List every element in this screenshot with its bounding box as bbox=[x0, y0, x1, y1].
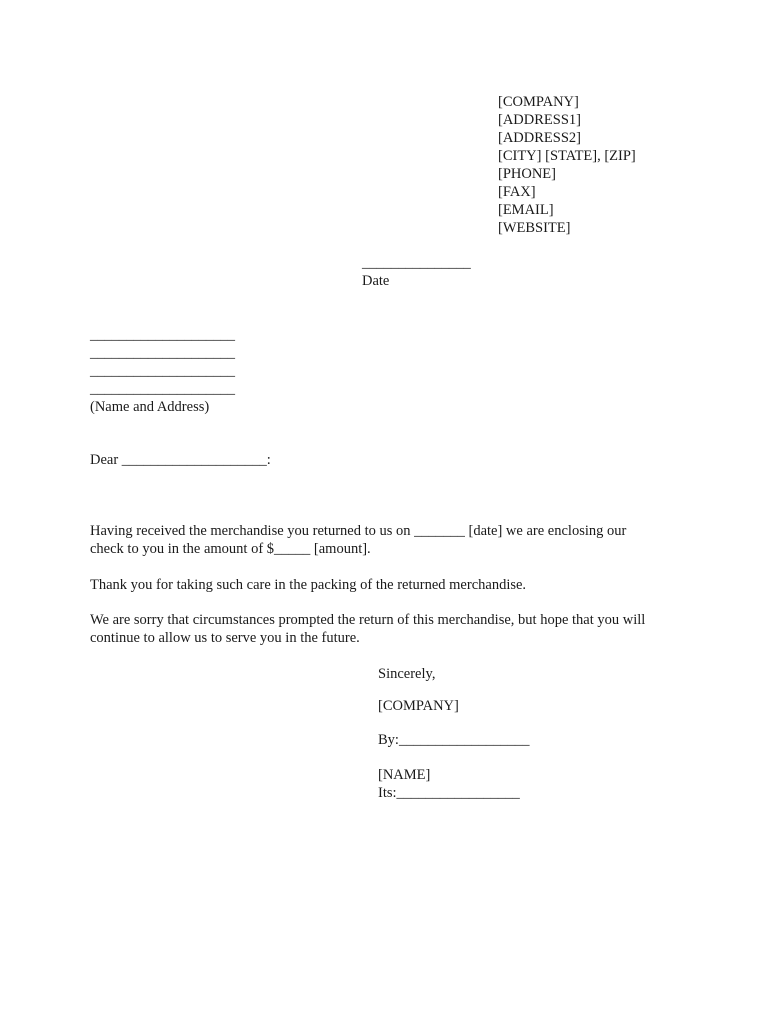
sender-website: [WEBSITE] bbox=[498, 220, 571, 236]
signatory-block bbox=[378, 766, 520, 802]
signature-by-line: By:__________________ bbox=[378, 732, 530, 748]
recipient-line: ____________________ bbox=[90, 345, 235, 361]
sender-address-block bbox=[498, 93, 636, 237]
recipient-line: ____________________ bbox=[90, 381, 235, 397]
signatory-title-line: Its:_________________ bbox=[378, 785, 520, 801]
date-blank: _______________ bbox=[362, 255, 471, 271]
closing-valediction: Sincerely, bbox=[378, 666, 436, 682]
sender-address2: [ADDRESS2] bbox=[498, 130, 581, 146]
recipient-caption: (Name and Address) bbox=[90, 399, 210, 415]
closing-company: [COMPANY] bbox=[378, 698, 459, 714]
body-paragraph-1 bbox=[90, 522, 690, 558]
signatory-name: [NAME] bbox=[378, 767, 431, 783]
sender-fax: [FAX] bbox=[498, 184, 536, 200]
salutation: Dear ____________________: bbox=[90, 452, 271, 468]
sender-address1: [ADDRESS1] bbox=[498, 112, 581, 128]
body-paragraph-3-line-1: We are sorry that circumstances prompted the return of this merchandise, but hope that you will bbox=[90, 612, 646, 628]
body-paragraph-1-line-2: check to you in the amount of $_____ [amount]. bbox=[90, 541, 371, 557]
date-block bbox=[362, 254, 471, 290]
recipient-line: ____________________ bbox=[90, 363, 235, 379]
sender-email: [EMAIL] bbox=[498, 202, 554, 218]
sender-phone: [PHONE] bbox=[498, 166, 556, 182]
recipient-address-block bbox=[90, 326, 235, 416]
body-paragraph-3 bbox=[90, 611, 690, 647]
body-paragraph-1-line-1: Having received the merchandise you returned to us on _______ [date] we are enclosing our bbox=[90, 523, 627, 539]
body-paragraph-2: Thank you for taking such care in the packing of the returned merchandise. bbox=[90, 577, 527, 593]
date-label: Date bbox=[362, 273, 390, 289]
body-paragraph-3-line-2: continue to allow us to serve you in the future. bbox=[90, 630, 360, 646]
sender-city-state-zip: [CITY] [STATE], [ZIP] bbox=[498, 148, 636, 164]
sender-company: [COMPANY] bbox=[498, 94, 579, 110]
recipient-line: ____________________ bbox=[90, 327, 235, 343]
